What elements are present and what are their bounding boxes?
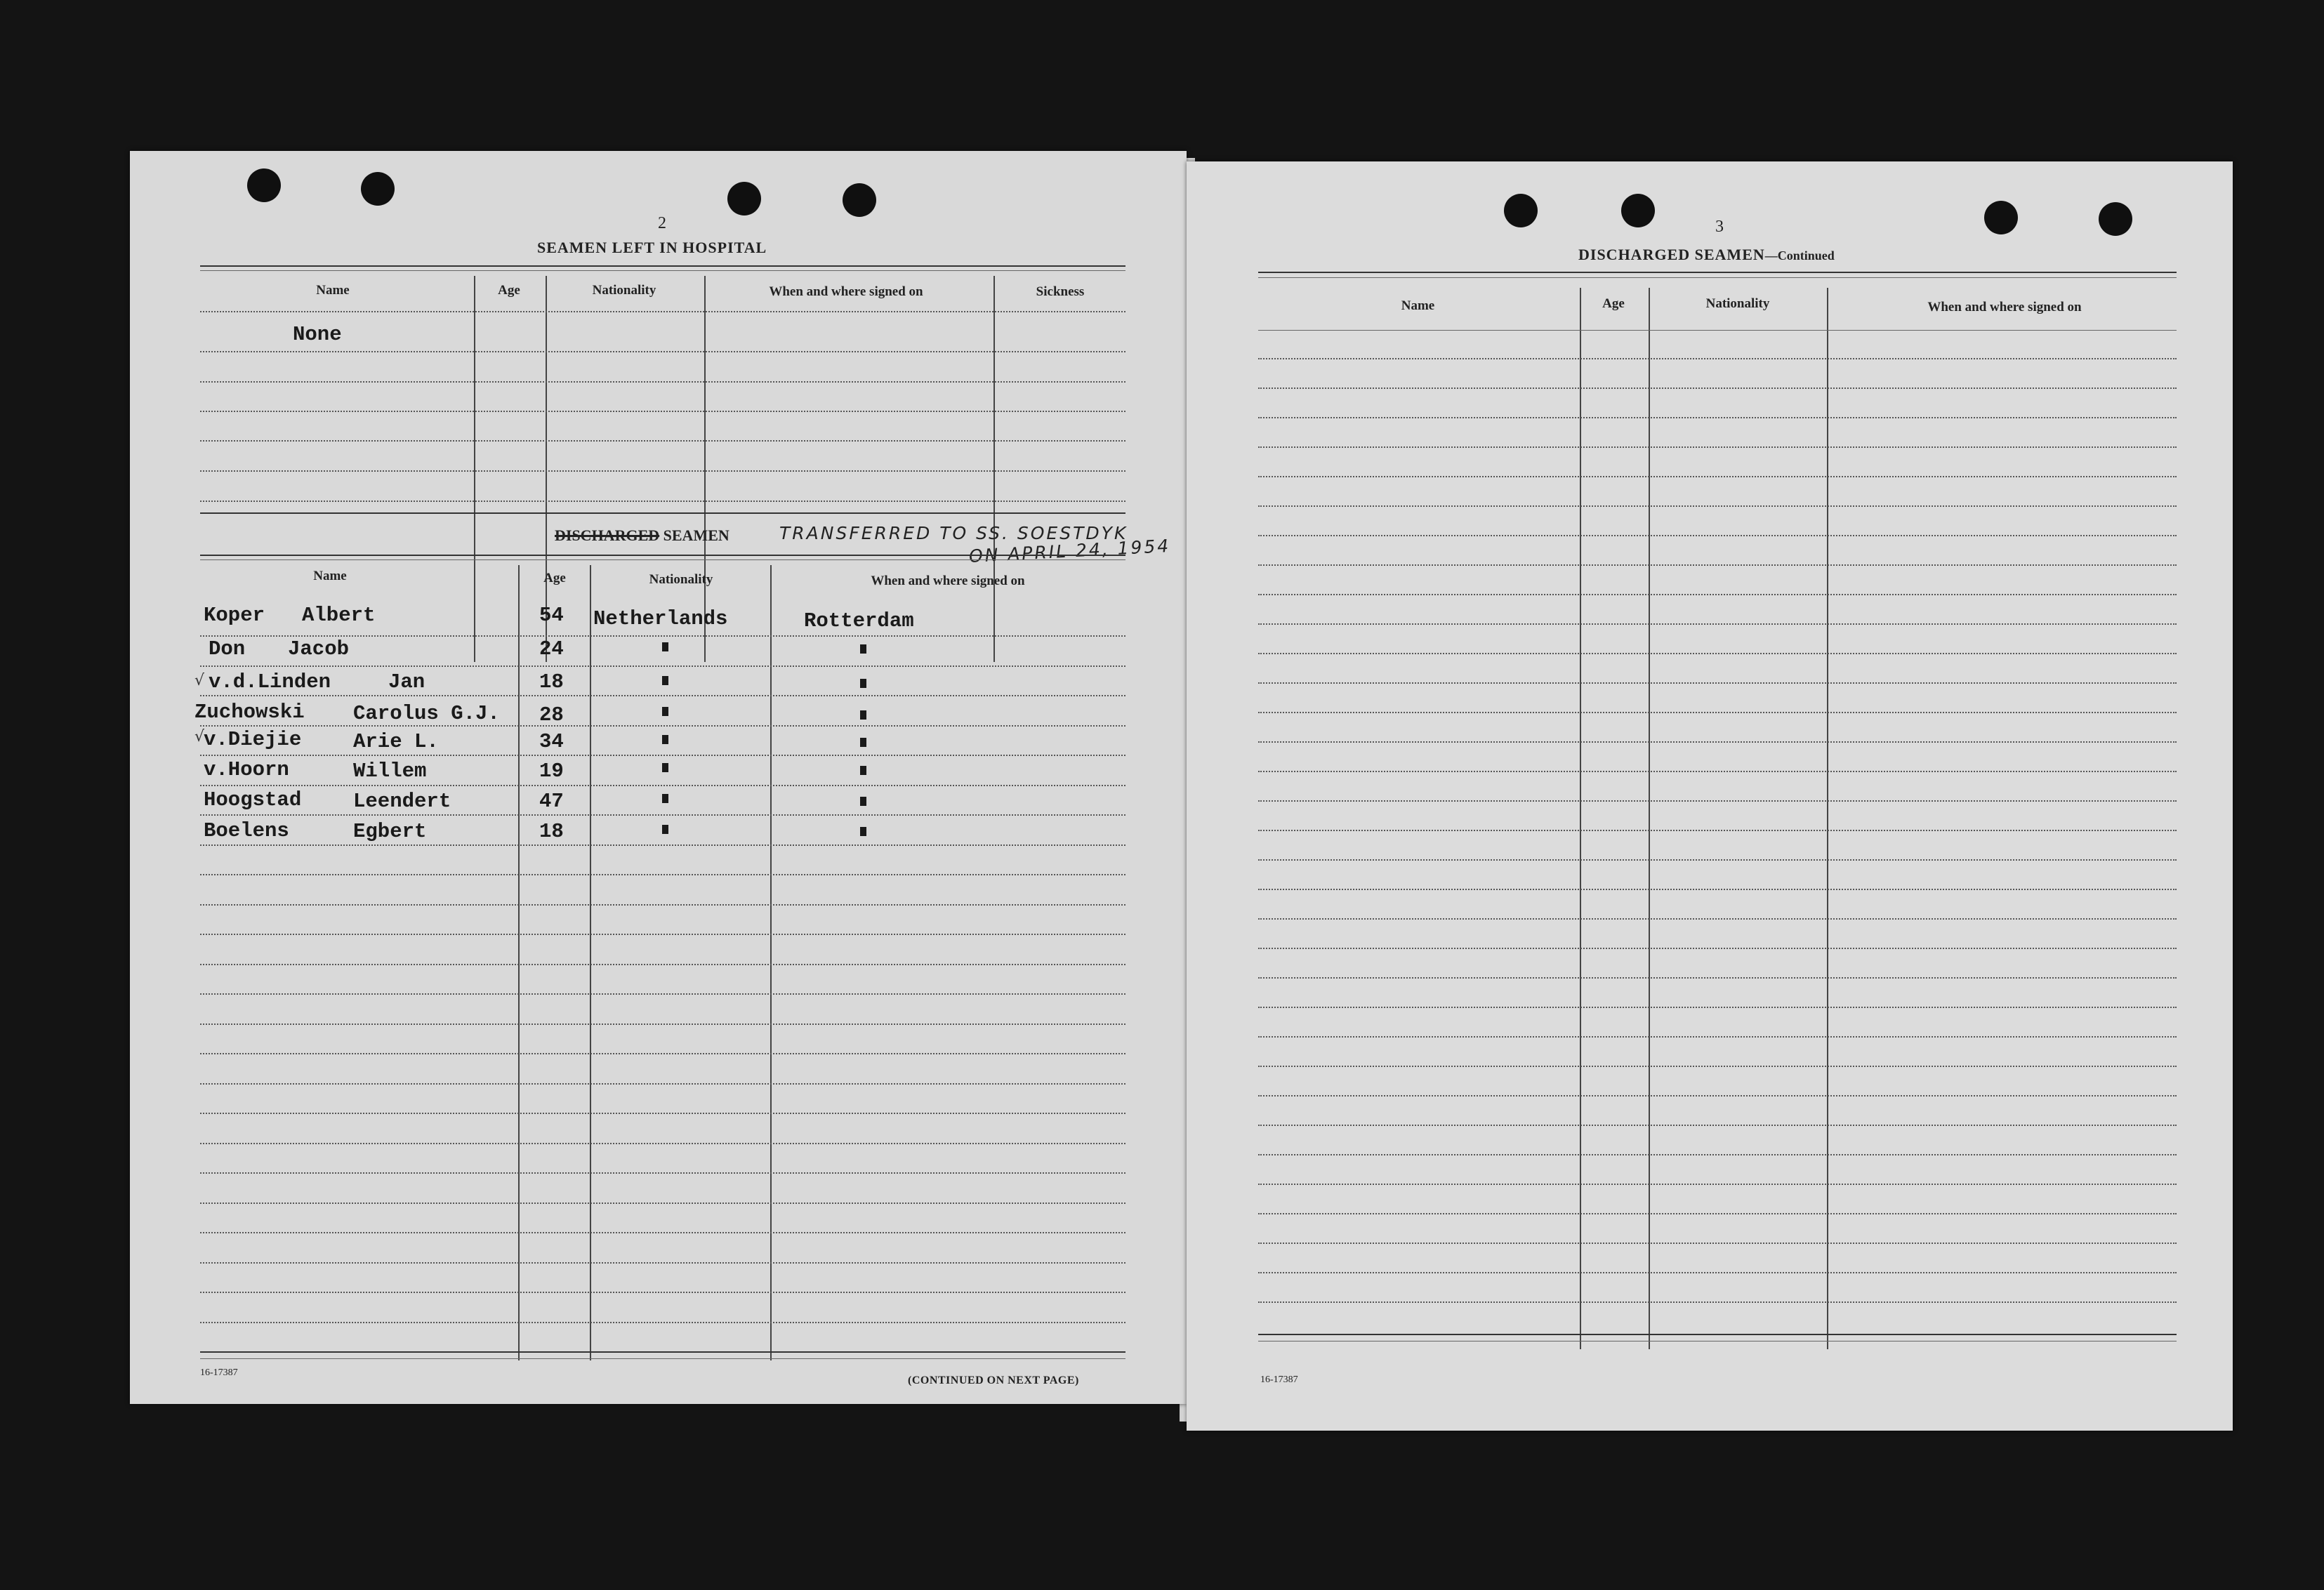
column-header: Sickness (1036, 284, 1085, 299)
title-word: SEAMEN (663, 526, 729, 544)
ditto-mark (860, 644, 866, 654)
row-line (1258, 505, 2177, 507)
column-header: Name (316, 283, 350, 298)
column-divider (770, 565, 772, 1360)
row-line (1258, 653, 2177, 654)
ditto-mark (860, 797, 866, 806)
row-line (1258, 417, 2177, 418)
row-line (1258, 712, 2177, 713)
seaman-given-name: Albert (302, 604, 376, 627)
seaman-surname: v.Diejie (204, 728, 302, 751)
seaman-given-name: Leendert (353, 790, 451, 813)
row-line (200, 635, 1125, 637)
seaman-surname: Boelens (204, 819, 289, 842)
row-line (200, 964, 1125, 965)
hospital-section-title: SEAMEN LEFT IN HOSPITAL (537, 239, 767, 256)
page-number: 2 (658, 214, 666, 232)
seaman-age: 18 (539, 820, 564, 843)
table-top-rule (200, 270, 1125, 271)
seaman-given-name: Carolus G.J. (353, 702, 500, 725)
row-line (200, 1053, 1125, 1054)
column-header: Name (313, 569, 347, 583)
row-line (200, 725, 1125, 727)
column-divider (518, 565, 520, 1360)
column-header: When and where signed on (769, 284, 923, 299)
ditto-mark (662, 825, 668, 834)
struck-title-word: DISCHARGED (555, 526, 660, 544)
row-line (200, 755, 1125, 756)
seaman-given-name: Arie L. (353, 730, 439, 753)
punch-hole (247, 168, 281, 202)
row-line (1258, 830, 2177, 831)
column-divider (590, 565, 591, 1360)
punch-hole (361, 172, 395, 206)
hospital-entry: None (293, 323, 342, 346)
seaman-age: 19 (539, 760, 564, 783)
punch-hole (727, 182, 761, 216)
table-bottom-rule (200, 1351, 1125, 1353)
ditto-mark (662, 763, 668, 772)
table-top-rule (200, 559, 1125, 560)
column-header: Nationality (592, 283, 656, 298)
row-line (200, 501, 1125, 502)
row-line (1258, 1007, 2177, 1008)
row-line (1258, 889, 2177, 890)
column-header: Age (498, 283, 520, 298)
check-mark-icon: √ (194, 672, 205, 689)
ditto-mark (662, 794, 668, 803)
seaman-age: 47 (539, 790, 564, 813)
right-page (1187, 161, 2233, 1431)
row-line (1258, 771, 2177, 772)
form-code: 16-17387 (200, 1367, 238, 1378)
column-divider (474, 276, 475, 662)
row-line (200, 440, 1125, 442)
ditto-mark (860, 710, 866, 720)
table-top-rule (1258, 272, 2177, 273)
row-line (1258, 535, 2177, 536)
seaman-given-name: Willem (353, 760, 427, 783)
seaman-given-name: Egbert (353, 820, 427, 843)
ditto-mark (662, 676, 668, 685)
left-page (130, 151, 1187, 1404)
row-line (200, 1203, 1125, 1204)
row-line (1258, 977, 2177, 979)
seaman-age: 28 (539, 703, 564, 727)
row-line (1258, 918, 2177, 920)
seaman-age: 24 (539, 637, 564, 661)
check-mark-icon: √ (194, 728, 205, 746)
row-line (200, 1232, 1125, 1233)
row-line (1258, 1184, 2177, 1185)
punch-hole (1504, 194, 1538, 227)
column-header: When and where signed on (871, 574, 1025, 588)
row-line (1258, 594, 2177, 595)
table-top-rule (200, 555, 1125, 556)
title-text: DISCHARGED SEAMEN (1578, 246, 1765, 263)
seaman-surname: Hoogstad (204, 788, 302, 811)
row-line (200, 311, 1125, 312)
row-line (200, 993, 1125, 995)
row-line (1258, 800, 2177, 802)
row-line (1258, 1095, 2177, 1097)
row-line (200, 1023, 1125, 1025)
row-line (1258, 1272, 2177, 1273)
row-line (1258, 1036, 2177, 1038)
row-line (1258, 1125, 2177, 1126)
row-line (200, 1262, 1125, 1264)
row-line (200, 1083, 1125, 1085)
form-code: 16-17387 (1260, 1374, 1298, 1385)
row-line (200, 814, 1125, 816)
row-line (1258, 1213, 2177, 1214)
row-line (200, 874, 1125, 875)
header-underline (1258, 330, 2177, 331)
seaman-given-name: Jacob (288, 637, 350, 661)
row-line (1258, 859, 2177, 861)
row-line (200, 381, 1125, 383)
seaman-surname: Don (209, 637, 246, 661)
table-bottom-rule (200, 1358, 1125, 1359)
row-line (1258, 446, 2177, 448)
row-line (200, 844, 1125, 846)
row-line (1258, 358, 2177, 359)
page-number: 3 (1715, 218, 1724, 236)
title-suffix: —Continued (1764, 249, 1835, 263)
row-line (200, 351, 1125, 352)
row-line (200, 1322, 1125, 1323)
row-line (200, 411, 1125, 412)
handwritten-note: ON APRIL 24, 1954 (968, 535, 1171, 567)
seaman-surname: Koper (204, 604, 265, 627)
table-bottom-rule (200, 512, 1125, 514)
row-line (1258, 682, 2177, 684)
punch-hole (2099, 202, 2132, 236)
row-line (1258, 1301, 2177, 1303)
discharged-continued-title (1578, 246, 1835, 264)
row-line (200, 695, 1125, 696)
ditto-mark (860, 738, 866, 747)
row-line (200, 1143, 1125, 1144)
row-line (200, 904, 1125, 906)
seaman-age: 54 (539, 604, 564, 627)
row-line (200, 665, 1125, 667)
row-line (1258, 741, 2177, 743)
punch-hole (843, 183, 876, 217)
row-line (200, 785, 1125, 786)
seaman-surname: v.Hoorn (204, 758, 289, 781)
ditto-mark (860, 679, 866, 688)
table-bottom-rule (1258, 1334, 2177, 1335)
row-line (200, 1113, 1125, 1114)
column-divider (993, 276, 995, 662)
seaman-given-name: Jan (388, 670, 425, 694)
seaman-age: 34 (539, 730, 564, 753)
row-line (200, 470, 1125, 472)
ditto-mark (860, 766, 866, 775)
seaman-surname: v.d.Linden (209, 670, 331, 694)
row-line (1258, 623, 2177, 625)
column-divider (704, 276, 706, 662)
handwritten-note: TRANSFERRED TO SS. SOESTDYK (779, 523, 1128, 543)
column-header: Name (1401, 298, 1435, 313)
row-line (200, 1172, 1125, 1174)
row-line (1258, 564, 2177, 566)
punch-hole (1621, 194, 1655, 227)
row-line (200, 934, 1125, 935)
column-header: Nationality (1705, 296, 1770, 311)
continued-note: (CONTINUED ON NEXT PAGE) (908, 1374, 1079, 1386)
ditto-mark (860, 827, 866, 836)
ditto-mark (662, 642, 668, 651)
seaman-surname: Zuchowski (194, 701, 305, 724)
row-line (1258, 1154, 2177, 1155)
seaman-age: 18 (539, 670, 564, 694)
seaman-nationality: Netherlands (593, 607, 728, 630)
row-line (200, 1292, 1125, 1293)
ditto-mark (662, 707, 668, 716)
row-line (1258, 476, 2177, 477)
seaman-signed-on: Rotterdam (804, 609, 914, 632)
table-top-rule (1258, 277, 2177, 278)
column-header: When and where signed on (1927, 300, 2082, 314)
row-line (1258, 1066, 2177, 1067)
table-top-rule (200, 265, 1125, 267)
row-line (1258, 1243, 2177, 1244)
ditto-mark (662, 735, 668, 744)
column-header: Nationality (649, 572, 713, 587)
column-header: Age (543, 571, 566, 585)
punch-hole (1984, 201, 2018, 234)
row-line (1258, 387, 2177, 389)
column-header: Age (1602, 296, 1625, 311)
discharged-section-title (555, 526, 729, 545)
row-line (1258, 948, 2177, 949)
